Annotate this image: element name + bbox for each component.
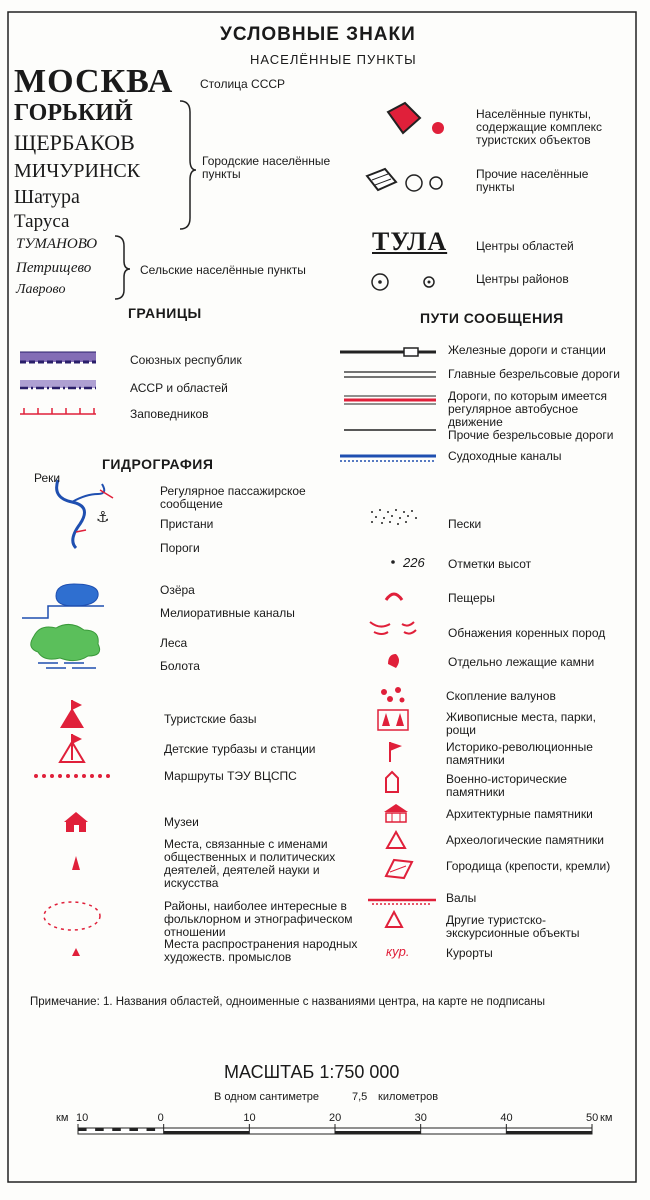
cave-symbol xyxy=(386,594,402,600)
page-subtitle: НАСЕЛЁННЫЕ ПУНКТЫ xyxy=(250,52,417,67)
bus-road-symbol xyxy=(344,396,436,404)
rural-sample-3: Лаврово xyxy=(16,282,66,297)
route-item-5: Судоходные каналы xyxy=(448,449,562,463)
scale-tick-label: 10 xyxy=(243,1112,256,1124)
district-center-label: Центры районов xyxy=(476,272,569,286)
tourist-complex-symbol xyxy=(388,103,444,134)
hydro-item-7: Болота xyxy=(160,659,200,673)
tourism-left-2: Детские турбазы и станции xyxy=(164,742,316,756)
canal-symbol xyxy=(340,456,436,461)
tour-route-symbol xyxy=(34,774,110,778)
scale-left-unit: км xyxy=(56,1112,69,1124)
height-label: Отметки высот xyxy=(448,557,532,571)
scale-tick-label: 30 xyxy=(414,1112,427,1124)
tourism-left-7: Места распространения народных художеств. промыслов xyxy=(164,937,358,964)
route-item-3: Дороги, по которым имеется регулярное автобусное движение xyxy=(448,389,608,429)
border-reserve-symbol xyxy=(20,408,96,414)
scale-km-unit: километров xyxy=(378,1091,439,1103)
stones-label: Отдельно лежащие камни xyxy=(448,655,595,669)
other-object-symbol xyxy=(386,912,402,927)
region-center-sample: ТУЛА xyxy=(372,227,448,256)
border-assr-symbol xyxy=(20,380,96,388)
sand-label: Пески xyxy=(448,517,482,531)
tourism-right-9: Другие туристско-экскурсионные объекты xyxy=(446,913,580,940)
child-base-symbol xyxy=(60,734,84,762)
page-title: УСЛОВНЫЕ ЗНАКИ xyxy=(220,24,416,45)
height-sample: 226 xyxy=(403,555,425,570)
outcrops-label: Обнажения коренных пород xyxy=(448,626,606,640)
main-road-symbol xyxy=(344,372,436,377)
tourism-right-5: Архитектурные памятники xyxy=(446,807,593,821)
tourist-complex-label: Населённые пункты, содержащие комплекс туристских объектов xyxy=(476,107,603,147)
forest-symbol xyxy=(31,624,100,660)
tourism-left-6: Районы, наиболее интересные в фольклорном и этнографическом отношении xyxy=(164,899,353,939)
tourism-left-5: Места, связанные с именами общественных и политических деятелей, деятелей науки и искусства xyxy=(164,837,336,890)
rural-sample-2: Петрищево xyxy=(16,260,92,276)
urban-sample-3: МИЧУРИНСК xyxy=(14,160,141,182)
swamp-symbol xyxy=(38,663,96,668)
urban-sample-2: ЩЕРБАКОВ xyxy=(14,130,135,155)
railway-symbol xyxy=(340,348,436,356)
memorial-place-symbol xyxy=(72,856,80,870)
hydro-item-6: Леса xyxy=(160,636,188,650)
capital-label: Столица СССР xyxy=(200,77,286,91)
tourism-left-1: Туристские базы xyxy=(164,712,257,726)
canal-drainage-symbol xyxy=(22,606,104,618)
other-settlement-label: Прочие населённые пункты xyxy=(476,167,589,194)
route-item-1: Железные дороги и станции xyxy=(448,343,606,357)
route-item-2: Главные безрельсовые дороги xyxy=(448,367,620,381)
rampart-symbol xyxy=(368,900,436,904)
architecture-monument-symbol xyxy=(384,804,408,822)
district-center-symbol xyxy=(372,274,434,290)
rural-sample-1: ТУМАНОВО xyxy=(16,236,98,252)
hydro-item-4: Озёра xyxy=(160,583,195,597)
scale-km-value: 7,5 xyxy=(352,1091,368,1103)
tourism-right-7: Городища (крепости, кремли) xyxy=(446,859,611,873)
hydro-heading: ГИДРОГРАФИЯ xyxy=(102,456,214,472)
hydro-item-5: Мелиоративные каналы xyxy=(160,606,295,620)
other-settlement-symbol xyxy=(367,169,442,191)
rural-brace xyxy=(115,236,130,299)
border-item-3: Заповедников xyxy=(130,407,209,421)
border-union-republic-symbol xyxy=(20,352,96,362)
archaeology-monument-symbol xyxy=(387,832,405,848)
tourism-right-8: Валы xyxy=(446,891,477,905)
outcrop-symbol xyxy=(370,622,416,634)
tourism-right-10: Курорты xyxy=(446,946,493,960)
hydro-item-1: Регулярное пассажирское сообщение xyxy=(160,484,306,511)
tourism-right-6: Археологические памятники xyxy=(446,833,604,847)
border-item-2: АССР и областей xyxy=(130,381,228,395)
urban-sample-4: Шатура xyxy=(14,186,80,208)
height-mark-dot xyxy=(391,560,395,564)
border-item-1: Союзных республик xyxy=(130,353,242,367)
route-item-4: Прочие безрельсовые дороги xyxy=(448,428,614,442)
svg-text:⚓: ⚓ xyxy=(96,508,110,526)
tourism-right-4: Военно-исторические памятники xyxy=(446,772,567,799)
sand-symbol xyxy=(371,509,417,525)
region-center-label: Центры областей xyxy=(476,239,574,253)
rivers-label: Реки xyxy=(34,471,61,485)
tourism-right-2: Живописные места, парки, рощи xyxy=(446,710,596,737)
footnote: Примечание: 1. Названия областей, одноименные с названиями центра, на карте не подписаны xyxy=(30,996,546,1008)
scale-tick-label: 10 xyxy=(76,1112,89,1124)
scale-per-cm: В одном сантиметре xyxy=(214,1091,319,1103)
rural-label: Сельские населённые пункты xyxy=(140,263,306,277)
military-monument-symbol xyxy=(386,772,398,792)
scale-tick-label: 40 xyxy=(500,1112,513,1124)
hydro-item-2: Пристани xyxy=(160,517,214,531)
scale-title: МАСШТАБ 1:750 000 xyxy=(224,1062,400,1082)
caves-label: Пещеры xyxy=(448,591,496,605)
stone-symbol xyxy=(388,654,399,668)
folklore-area-symbol xyxy=(44,902,100,930)
urban-sample-1: ГОРЬКИЙ xyxy=(14,100,133,126)
hydro-item-3: Пороги xyxy=(160,541,200,555)
scale-right-unit: км xyxy=(600,1112,613,1124)
park-symbol xyxy=(378,710,408,730)
tourism-right-3: Историко-революционные памятники xyxy=(446,740,593,767)
museum-symbol xyxy=(64,812,88,832)
boulder-symbol xyxy=(381,687,405,703)
borders-heading: ГРАНИЦЫ xyxy=(128,305,202,321)
urban-brace xyxy=(180,101,196,229)
scale-tick-label: 20 xyxy=(329,1112,342,1124)
folk-craft-symbol xyxy=(72,948,80,956)
river-symbol xyxy=(57,480,113,548)
tourism-left-3: Маршруты ТЭУ ВЦСПС xyxy=(164,769,297,783)
urban-label: Городские населённые пункты xyxy=(202,154,331,181)
scale-tick-label: 50 xyxy=(586,1112,599,1124)
resort-sample: кур. xyxy=(386,944,410,959)
urban-sample-5: Таруса xyxy=(14,211,70,232)
fortress-symbol xyxy=(386,860,412,878)
tourism-right-1: Скопление валунов xyxy=(446,689,556,703)
revolution-monument-symbol xyxy=(390,742,402,762)
routes-heading: ПУТИ СООБЩЕНИЯ xyxy=(420,310,564,326)
lake-symbol xyxy=(56,584,98,606)
capital-sample: МОСКВА xyxy=(14,63,174,100)
tourism-left-4: Музеи xyxy=(164,815,199,829)
scale-tick-label: 0 xyxy=(157,1112,164,1124)
tourist-base-symbol xyxy=(60,700,84,728)
